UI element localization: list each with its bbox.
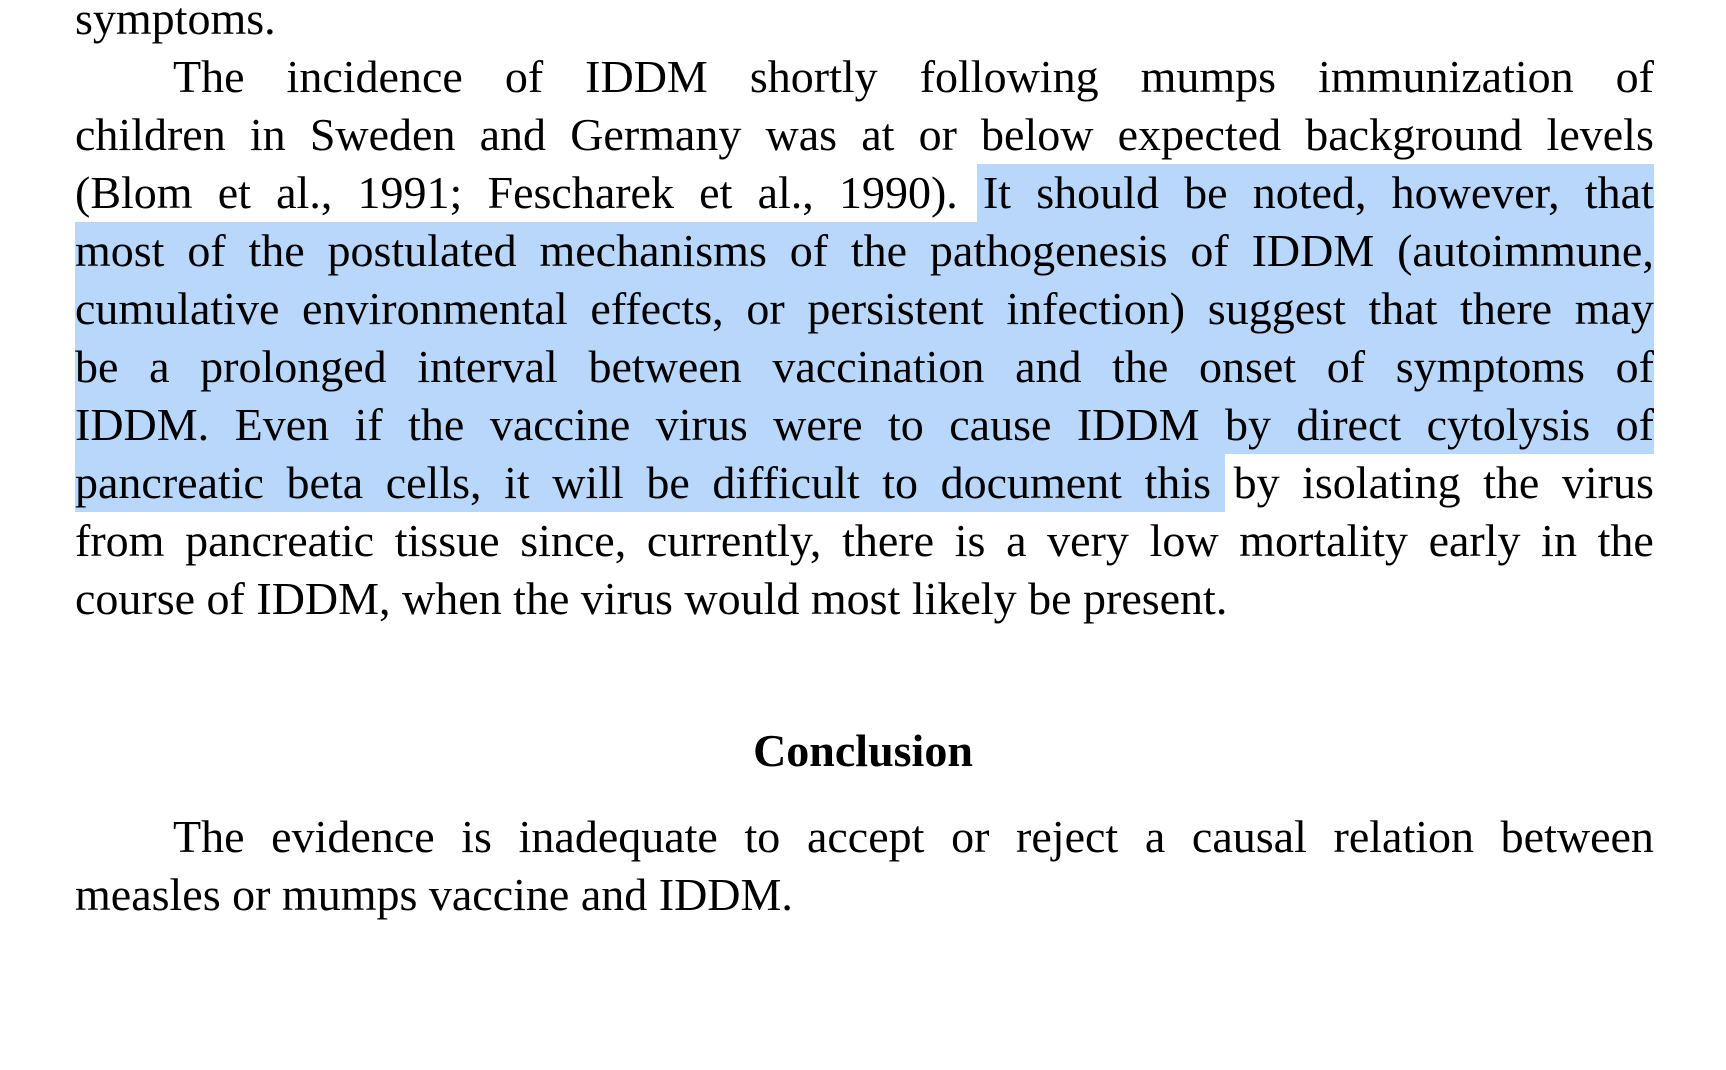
selected-text-line [75,222,1654,280]
word: or [951,811,990,862]
word: by [1224,399,1271,450]
word: effects, [590,283,724,334]
word: tissue [394,515,500,566]
word: to [744,811,781,862]
word: virus [1561,457,1654,508]
selected-word: this [1144,457,1211,508]
word: the [850,225,908,276]
word: causal [1191,811,1307,862]
word: accept [806,811,925,862]
word: children [75,109,226,160]
selected-text-line [75,338,1654,396]
text-line [75,0,1654,48]
selected-word: should [1036,167,1159,218]
word: shortly [749,51,878,102]
word: Even [234,399,330,450]
selected-word: cells, [385,457,482,508]
word: in [249,109,286,160]
word: the [248,225,305,276]
word: that [1368,283,1438,334]
word: cumulative [75,283,280,334]
text-line [173,808,1654,866]
word: below [981,109,1094,160]
selected-word: document [940,457,1122,508]
word: 1990). [838,167,958,218]
word: and [479,109,547,160]
word: environmental [302,283,568,334]
word: (autoimmune, [1397,225,1654,276]
word: incidence [286,51,463,102]
line-text: symptoms. [75,0,276,44]
selected-word: pancreatic [75,457,264,508]
text-line-with-selection [75,164,1654,222]
word: immunization [1318,51,1574,102]
word: of [1326,341,1366,392]
word: in [1541,515,1577,566]
text-line [75,866,1654,924]
word: of [1615,51,1654,102]
word: IDDM [1076,399,1200,450]
word: most [75,225,165,276]
word: at [861,109,895,160]
selected-word: however, [1391,167,1560,218]
word: was [765,109,838,160]
word: by [1233,457,1280,508]
word: the [408,399,465,450]
word: al., [757,167,814,218]
word: the [1112,341,1169,392]
word: and [1015,341,1082,392]
text-line [75,106,1654,164]
word: or [746,283,785,334]
word: may [1574,283,1654,334]
selected-word: noted, [1252,167,1367,218]
word: interval [417,341,558,392]
word: of [1615,399,1654,450]
word: from [75,515,165,566]
word: persistent [807,283,984,334]
word: IDDM [1251,225,1375,276]
word: is [954,515,986,566]
word: early [1428,515,1521,566]
word: Fescharek [487,167,674,218]
word: there [1460,283,1553,334]
selected-word: beta [286,457,364,508]
word: IDDM [585,51,708,102]
line-text: course of IDDM, when the virus would most likely be present. [75,573,1228,624]
word: relation [1333,811,1475,862]
word: or [918,109,957,160]
word: Germany [570,109,742,160]
word: cause [949,399,1052,450]
word: since, [520,515,627,566]
text-line-with-selection [75,454,1654,512]
word: prolonged [200,341,387,392]
text-line [173,48,1654,106]
word: is [461,811,492,862]
word: suggest [1207,283,1346,334]
word: infection) [1006,283,1186,334]
word: to [888,399,924,450]
word: postulated [327,225,517,276]
word: of [1615,341,1654,392]
word: Sweden [309,109,456,160]
word: of [187,225,226,276]
word: et [699,167,733,218]
word: were [773,399,863,450]
word: symptoms [1395,341,1585,392]
word: mortality [1239,515,1408,566]
section-heading: Conclusion [753,725,973,776]
text-line [75,512,1654,570]
word: of [1190,225,1229,276]
word: be [75,341,119,392]
word: IDDM. [75,399,210,450]
word: the [1483,457,1540,508]
word: levels [1546,109,1654,160]
selected-word: will [552,457,624,508]
word: cytolysis [1426,399,1591,450]
word: et [217,167,251,218]
selected-word: be [1184,167,1228,218]
word: following [919,51,1099,102]
text-line [75,570,1654,628]
word: currently, [646,515,822,566]
selected-word: be [646,457,690,508]
word: The [173,51,245,102]
word: very [1047,515,1129,566]
word: onset [1199,341,1297,392]
word: direct [1296,399,1402,450]
word: a [1144,811,1166,862]
word: vaccination [772,341,985,392]
word: isolating [1302,457,1461,508]
word: the [1597,515,1654,566]
word: background [1305,109,1523,160]
selected-word: It [982,167,1012,218]
word: low [1149,515,1219,566]
word: evidence [271,811,435,862]
word: virus [655,399,748,450]
line-text: measles or mumps vaccine and IDDM. [75,869,793,920]
word: there [842,515,935,566]
selected-text-line [75,396,1654,454]
word: inadequate [518,811,718,862]
word: mechanisms [539,225,767,276]
word: of [789,225,829,276]
word: between [1500,811,1654,862]
word: a [149,341,170,392]
word: vaccine [489,399,631,450]
selected-text-line [75,280,1654,338]
word: of [504,51,544,102]
word: pathogenesis [929,225,1168,276]
selected-word: difficult [712,457,860,508]
word: a [1006,515,1027,566]
selected-word: it [504,457,530,508]
selected-word: that [1584,167,1654,218]
word: mumps [1140,51,1277,102]
selected-word: to [882,457,918,508]
word: expected [1117,109,1282,160]
word: al., [276,167,333,218]
word: reject [1016,811,1119,862]
word: pancreatic [185,515,375,566]
word: 1991; [357,167,463,218]
word: The [173,811,245,862]
word: if [354,399,383,450]
word: (Blom [75,167,193,218]
word: between [588,341,742,392]
